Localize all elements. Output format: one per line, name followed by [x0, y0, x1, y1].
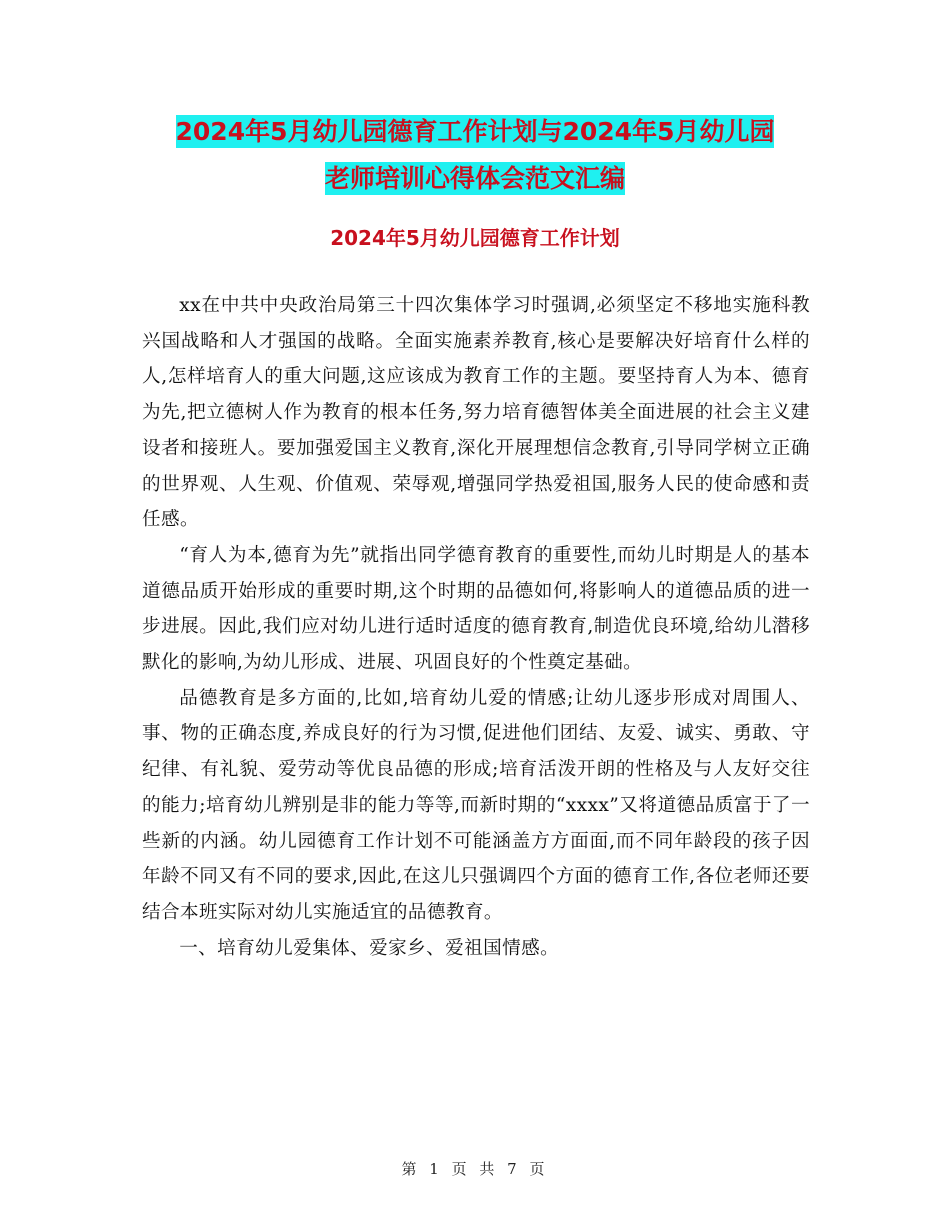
body-paragraph-1: xx在中共中央政治局第三十四次集体学习时强调,必须坚定不移地实施科教兴国战略和人才强国的战略。全面实施素养教育,核心是要解决好培育什么样的人,怎样培育人的重大问题,这应该成为教育工作的主题。要坚持育人为本、德育为先,把立德树人作为教育的根本任务,努力培育德智体美全面进展的社会主义建设者和接班人。要加强爱国主义教育,深化开展理想信念教育,引导同学树立正确的世界观、人生观、价值观、荣辱观,增强同学热爱祖国,服务人民的使命感和责任感。: [142, 295, 810, 531]
body-paragraph-2: “育人为本,德育为先”就指出同学德育教育的重要性,而幼儿时期是人的基本道德品质开始形成的重要时期,这个时期的品德如何,将影响人的道德品质的进一步进展。因此,我们应对幼儿进行适时适度的德育教育,制造优良环境,给幼儿潜移默化的影响,为幼儿形成、进展、巩固良好的个性奠定基础。: [142, 544, 810, 674]
title-line-1: 2024年5月幼儿园德育工作计划与2024年5月幼儿园: [175, 117, 775, 146]
body-paragraph-3: 品德教育是多方面的,比如,培育幼儿爱的情感;让幼儿逐步形成对周围人、事、物的正确态度,养成良好的行为习惯,促进他们团结、友爱、诚实、勇敢、守纪律、有礼貌、爱劳动等优良品德的形成;培育活泼开朗的性格及与人友好交往的能力;培育幼儿辨别是非的能力等等,而新时期的“xxxx”又将道德品质富于了一些新的内涵。幼儿园德育工作计划不可能涵盖方方面面,而不同年龄段的孩子因年龄不同又有不同的要求,因此,在这儿只强调四个方面的德育工作,各位老师还要结合本班实际对幼儿实施适宜的品德教育。: [142, 687, 810, 923]
document-body: [142, 288, 810, 966]
page-number-footer: 第 1 页 共 7 页: [401, 1160, 549, 1178]
document-title: [140, 108, 810, 202]
body-paragraph-4: 一、培育幼儿爱集体、爱家乡、爱祖国情感。: [179, 937, 560, 959]
title-line-2: 老师培训心得体会范文汇编: [324, 164, 625, 193]
section-heading: 2024年5月幼儿园德育工作计划: [330, 226, 620, 250]
